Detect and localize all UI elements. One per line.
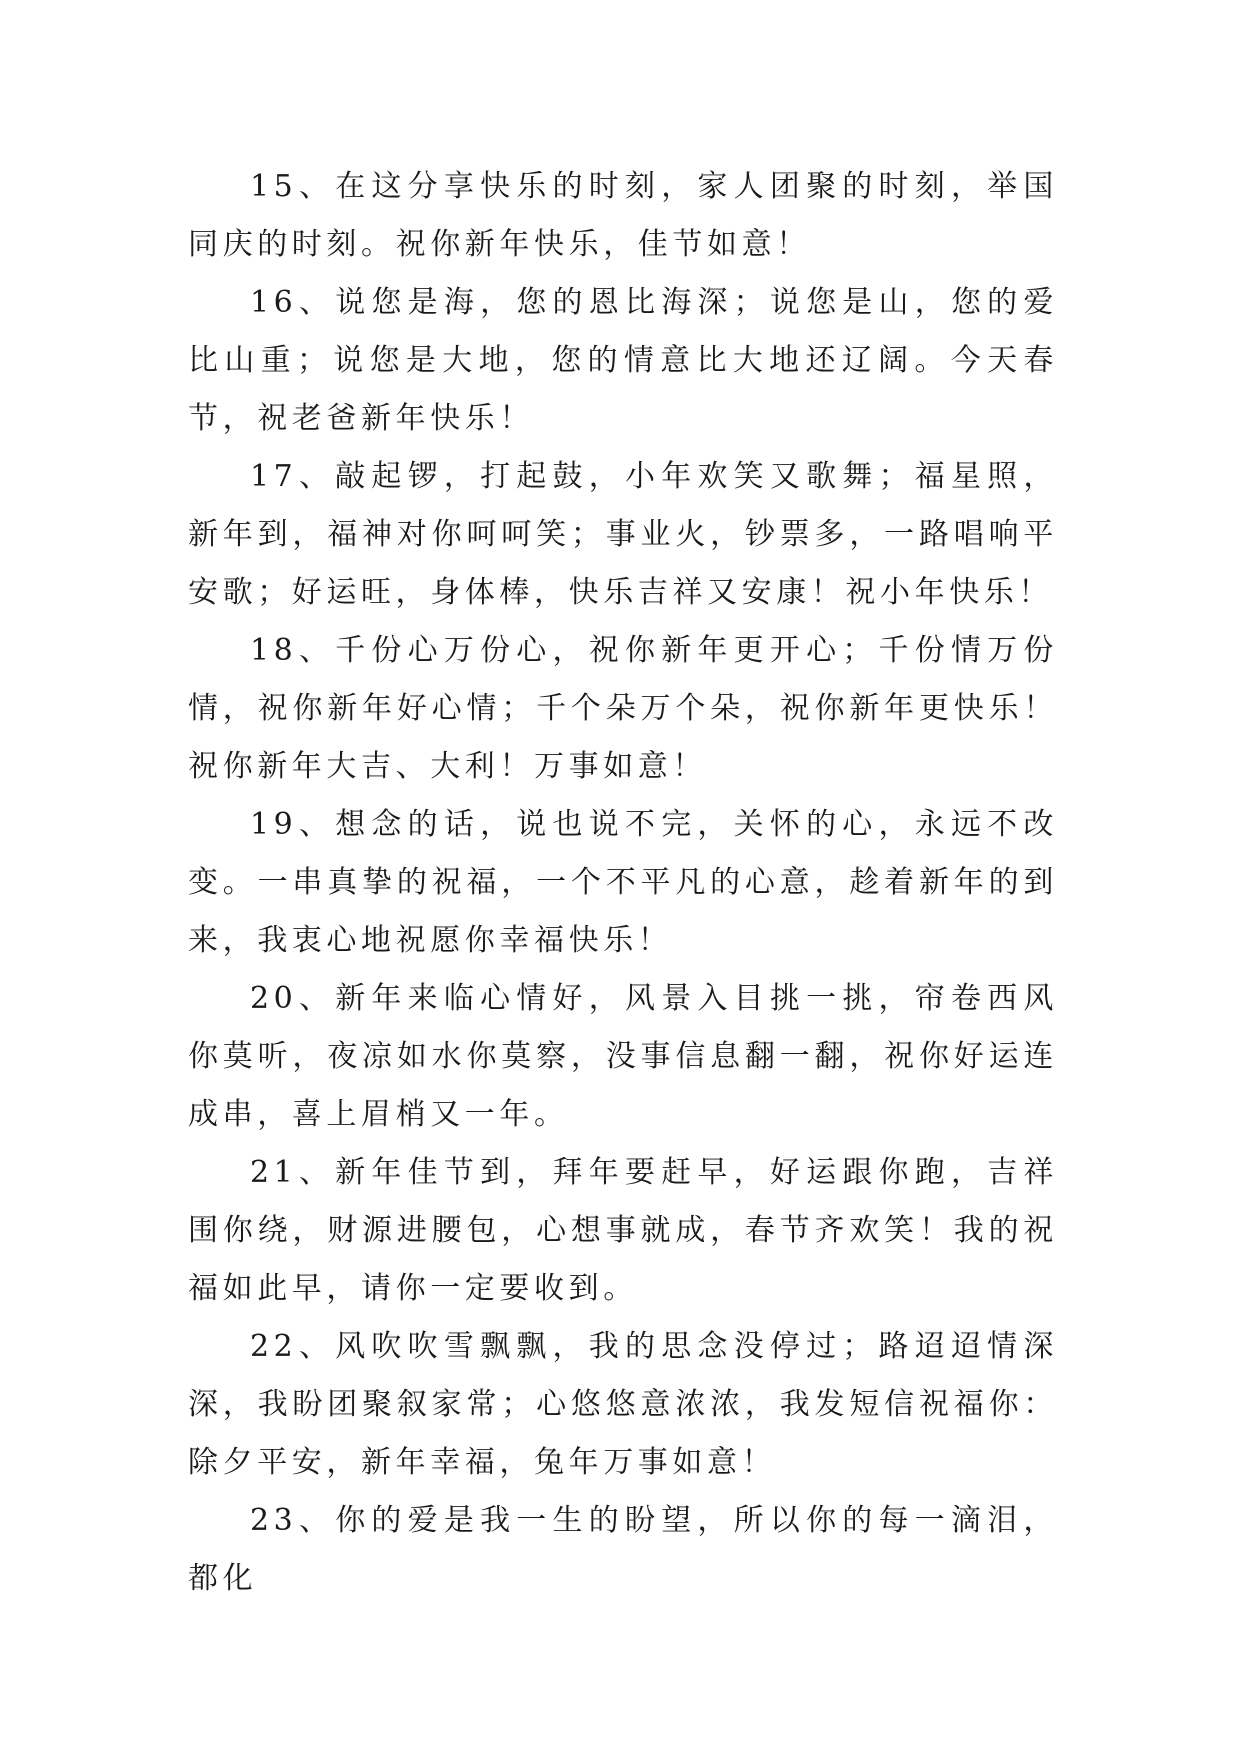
paragraph-22: 22、风吹吹雪飘飘，我的思念没停过；路迢迢情深深，我盼团聚叙家常；心悠悠意浓浓，我发短信祝福你：除夕平安，新年幸福，兔年万事如意！ — [188, 1329, 1058, 1480]
paragraph-23: 23、你的爱是我一生的盼望，所以你的每一滴泪，都化 — [188, 1503, 1058, 1596]
paragraph-20: 20、新年来临心情好，风景入目挑一挑，帘卷西风你莫听，夜凉如水你莫察，没事信息翻一翻，祝你好运连成串，喜上眉梢又一年。 — [188, 981, 1058, 1132]
paragraph-19: 19、想念的话，说也说不完，关怀的心，永远不改变。一串真挚的祝福，一个不平凡的心意，趁着新年的到来，我衷心地祝愿你幸福快乐！ — [188, 807, 1058, 958]
paragraph-15: 15、在这分享快乐的时刻，家人团聚的时刻，举国同庆的时刻。祝你新年快乐，佳节如意！ — [188, 169, 1058, 262]
paragraph-21: 21、新年佳节到，拜年要赶早，好运跟你跑，吉祥围你绕，财源进腰包，心想事就成，春节齐欢笑！我的祝福如此早，请你一定要收到。 — [188, 1155, 1058, 1306]
paragraph-16: 16、说您是海，您的恩比海深；说您是山，您的爱比山重；说您是大地，您的情意比大地还辽阔。今天春节，祝老爸新年快乐！ — [188, 285, 1058, 436]
paragraph-18: 18、千份心万份心，祝你新年更开心；千份情万份情，祝你新年好心情；千个朵万个朵，祝你新年更快乐！祝你新年大吉、大利！万事如意！ — [188, 633, 1058, 784]
document-body — [188, 158, 1058, 1608]
paragraph-17: 17、敲起锣，打起鼓，小年欢笑又歌舞；福星照，新年到，福神对你呵呵笑；事业火，钞票多，一路唱响平安歌；好运旺，身体棒，快乐吉祥又安康！祝小年快乐！ — [188, 459, 1058, 610]
